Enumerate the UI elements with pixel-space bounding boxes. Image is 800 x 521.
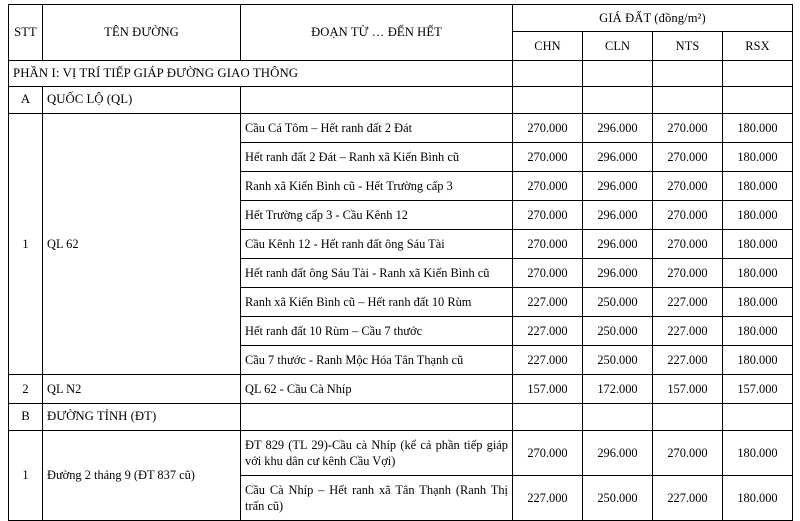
price-cln: 296.000	[583, 143, 653, 172]
part-title: PHẦN I: VỊ TRÍ TIẾP GIÁP ĐƯỜNG GIAO THÔNG	[9, 61, 513, 87]
table-header	[9, 5, 793, 61]
part-row-blank-cell	[723, 61, 793, 87]
price-nts: 270.000	[653, 143, 723, 172]
price-rsx: 180.000	[723, 431, 793, 476]
segment-description: QL 62 - Cầu Cà Nhíp	[241, 375, 513, 404]
price-cln: 296.000	[583, 201, 653, 230]
price-nts: 270.000	[653, 431, 723, 476]
price-cln: 296.000	[583, 431, 653, 476]
price-chn: 270.000	[513, 201, 583, 230]
price-nts: 157.000	[653, 375, 723, 404]
segment-description: Hết Trường cấp 3 - Cầu Kênh 12	[241, 201, 513, 230]
price-rsx: 180.000	[723, 288, 793, 317]
price-nts: 227.000	[653, 317, 723, 346]
price-nts: 270.000	[653, 114, 723, 143]
section-row-blank-cell	[653, 87, 723, 114]
segment-description: ĐT 829 (TL 29)-Cầu cà Nhíp (kể cả phần tiếp giáp với khu dân cư kênh Cầu Vợi)	[241, 431, 513, 476]
segment-description: Cầu Kênh 12 - Hết ranh đất ông Sáu Tài	[241, 230, 513, 259]
price-cln: 296.000	[583, 230, 653, 259]
column-header-chn: CHN	[513, 32, 583, 61]
section-letter: B	[9, 404, 43, 431]
price-chn: 227.000	[513, 288, 583, 317]
row-index: 2	[9, 375, 43, 404]
price-cln: 250.000	[583, 476, 653, 521]
price-nts: 270.000	[653, 259, 723, 288]
price-chn: 270.000	[513, 259, 583, 288]
price-nts: 270.000	[653, 201, 723, 230]
price-chn: 270.000	[513, 230, 583, 259]
price-rsx: 180.000	[723, 346, 793, 375]
price-chn: 270.000	[513, 143, 583, 172]
price-cln: 250.000	[583, 288, 653, 317]
column-header-price-group: GIÁ ĐẤT (đồng/m²)	[513, 5, 793, 32]
section-row-blank-cell	[583, 87, 653, 114]
price-chn: 227.000	[513, 476, 583, 521]
price-nts: 270.000	[653, 230, 723, 259]
section-row-blank-cell	[723, 404, 793, 431]
section-title: ĐƯỜNG TỈNH (ĐT)	[43, 404, 241, 431]
price-rsx: 180.000	[723, 201, 793, 230]
road-name: QL N2	[43, 375, 241, 404]
price-nts: 227.000	[653, 288, 723, 317]
segment-description: Cầu 7 thước - Ranh Mộc Hóa Tân Thạnh cũ	[241, 346, 513, 375]
price-nts: 227.000	[653, 346, 723, 375]
section-row-blank-cell	[513, 404, 583, 431]
price-cln: 250.000	[583, 317, 653, 346]
segment-description: Hết ranh đất 10 Rùm – Cầu 7 thước	[241, 317, 513, 346]
price-chn: 227.000	[513, 346, 583, 375]
section-header-row	[9, 404, 793, 431]
price-cln: 250.000	[583, 346, 653, 375]
price-cln: 296.000	[583, 259, 653, 288]
table-body	[9, 61, 793, 521]
price-chn: 270.000	[513, 172, 583, 201]
segment-description: Hết ranh đất 2 Đát – Ranh xã Kiến Bình cũ	[241, 143, 513, 172]
column-header-segment: ĐOẠN TỪ … ĐẾN HẾT	[241, 5, 513, 61]
table-row	[9, 375, 793, 404]
road-name: Đường 2 tháng 9 (ĐT 837 cũ)	[43, 431, 241, 521]
row-index: 1	[9, 431, 43, 521]
column-header-nts: NTS	[653, 32, 723, 61]
price-cln: 296.000	[583, 114, 653, 143]
column-header-rsx: RSX	[723, 32, 793, 61]
segment-description: Cầu Cà Nhíp – Hết ranh xã Tân Thạnh (Ranh Thị trấn cũ)	[241, 476, 513, 521]
segment-description: Hết ranh đất ông Sáu Tài - Ranh xã Kiến Bình cũ	[241, 259, 513, 288]
section-title: QUỐC LỘ (QL)	[43, 87, 241, 114]
price-chn: 270.000	[513, 114, 583, 143]
column-header-cln: CLN	[583, 32, 653, 61]
section-row-blank-cell	[513, 87, 583, 114]
section-row-blank-segment	[241, 87, 513, 114]
price-cln: 172.000	[583, 375, 653, 404]
price-rsx: 180.000	[723, 172, 793, 201]
section-letter: A	[9, 87, 43, 114]
table-row	[9, 114, 793, 143]
price-rsx: 180.000	[723, 317, 793, 346]
table-row	[9, 431, 793, 476]
price-rsx: 180.000	[723, 230, 793, 259]
price-nts: 227.000	[653, 476, 723, 521]
column-header-road-name: TÊN ĐƯỜNG	[43, 5, 241, 61]
price-rsx: 180.000	[723, 259, 793, 288]
price-chn: 157.000	[513, 375, 583, 404]
header-row-top	[9, 5, 793, 32]
column-header-stt: STT	[9, 5, 43, 61]
price-chn: 270.000	[513, 431, 583, 476]
price-chn: 227.000	[513, 317, 583, 346]
segment-description: Ranh xã Kiến Bình cũ – Hết ranh đất 10 Rùm	[241, 288, 513, 317]
section-row-blank-cell	[583, 404, 653, 431]
section-header-row	[9, 87, 793, 114]
price-rsx: 180.000	[723, 143, 793, 172]
price-rsx: 157.000	[723, 375, 793, 404]
land-price-table	[8, 4, 793, 521]
road-name: QL 62	[43, 114, 241, 375]
price-rsx: 180.000	[723, 114, 793, 143]
price-cln: 296.000	[583, 172, 653, 201]
part-row-blank-cell	[513, 61, 583, 87]
price-rsx: 180.000	[723, 476, 793, 521]
part-row-blank-cell	[583, 61, 653, 87]
segment-description: Ranh xã Kiến Bình cũ - Hết Trường cấp 3	[241, 172, 513, 201]
section-row-blank-cell	[653, 404, 723, 431]
section-row-blank-cell	[723, 87, 793, 114]
part-row-container	[9, 61, 793, 87]
part-row-blank-cell	[653, 61, 723, 87]
row-index: 1	[9, 114, 43, 375]
section-row-blank-segment	[241, 404, 513, 431]
segment-description: Cầu Cá Tôm – Hết ranh đất 2 Đát	[241, 114, 513, 143]
price-nts: 270.000	[653, 172, 723, 201]
